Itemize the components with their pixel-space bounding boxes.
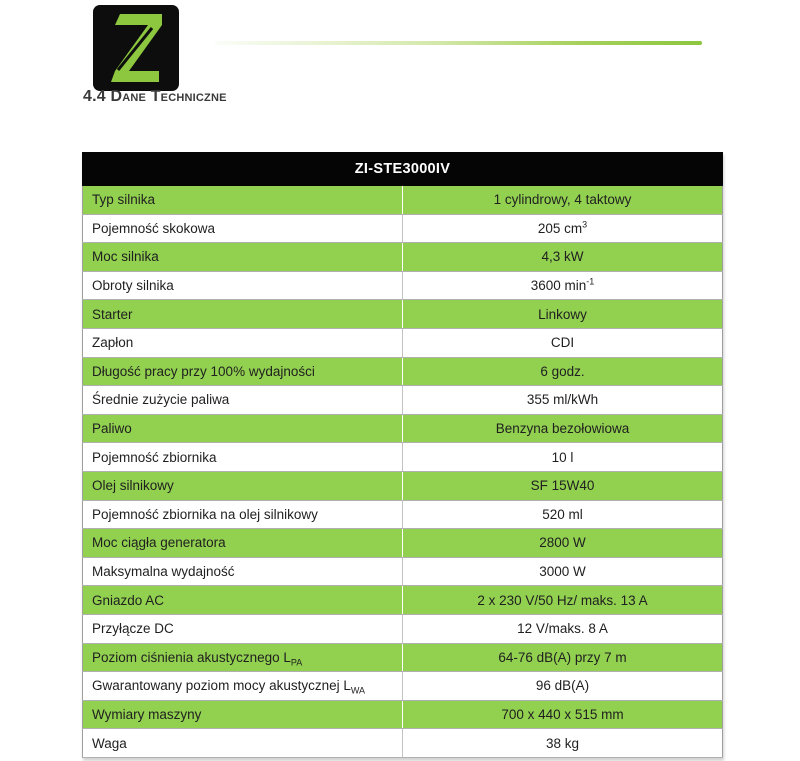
spec-value: 64-76 dB(A) przy 7 m bbox=[403, 643, 723, 672]
spec-value: SF 15W40 bbox=[403, 471, 723, 500]
spec-label: Poziom ciśnienia akustycznego $L_{PA}$ bbox=[83, 643, 403, 672]
table-row bbox=[83, 557, 723, 586]
spec-value: Benzyna bezołowiowa bbox=[403, 414, 723, 443]
spec-label: Pojemność zbiornika na olej silnikowy bbox=[83, 500, 403, 529]
table-row bbox=[83, 300, 723, 329]
spec-label: Średnie zużycie paliwa bbox=[83, 386, 403, 415]
table-row bbox=[83, 471, 723, 500]
table-row bbox=[83, 328, 723, 357]
spec-label: Obroty silnika bbox=[83, 271, 403, 300]
accent-divider-line bbox=[215, 41, 702, 45]
spec-label: Maksymalna wydajność bbox=[83, 557, 403, 586]
spec-value: 10 l bbox=[403, 443, 723, 472]
table-row bbox=[83, 357, 723, 386]
spec-label: Pojemność zbiornika bbox=[83, 443, 403, 472]
spec-label: Typ silnika bbox=[83, 186, 403, 215]
technical-data-table bbox=[82, 152, 723, 758]
table-row bbox=[83, 614, 723, 643]
label-subscript: WA bbox=[350, 686, 366, 697]
spec-value: CDI bbox=[403, 328, 723, 357]
spec-value: 2800 W bbox=[403, 529, 723, 558]
table-row bbox=[83, 586, 723, 615]
table-row bbox=[83, 672, 723, 701]
spec-value: 520 ml bbox=[403, 500, 723, 529]
table-row bbox=[83, 443, 723, 472]
table-row bbox=[83, 271, 723, 300]
model-title: ZI-STE3000IV bbox=[83, 153, 723, 186]
spec-value: 355 ml/kWh bbox=[403, 386, 723, 415]
table-row bbox=[83, 414, 723, 443]
spec-label: Przyłącze DC bbox=[83, 614, 403, 643]
spec-value: 6 godz. bbox=[403, 357, 723, 386]
spec-label: Zapłon bbox=[83, 328, 403, 357]
table-row bbox=[83, 700, 723, 729]
table-row bbox=[83, 729, 723, 758]
spec-label: Paliwo bbox=[83, 414, 403, 443]
value-superscript: 3 bbox=[582, 219, 588, 230]
table-row bbox=[83, 386, 723, 415]
spec-table-body bbox=[83, 186, 723, 758]
spec-value: 2 x 230 V/50 Hz/ maks. 13 A bbox=[403, 586, 723, 615]
table-row bbox=[83, 529, 723, 558]
spec-value: 4,3 kW bbox=[403, 243, 723, 272]
brand-logo bbox=[93, 5, 179, 91]
table-header-row bbox=[83, 153, 723, 186]
spec-label: Olej silnikowy bbox=[83, 471, 403, 500]
spec-label: Waga bbox=[83, 729, 403, 758]
spec-label: Długość pracy przy 100% wydajności bbox=[83, 357, 403, 386]
spec-value: 700 x 440 x 515 mm bbox=[403, 700, 723, 729]
table-row bbox=[83, 186, 723, 215]
spec-value: 96 dB(A) bbox=[403, 672, 723, 701]
spec-value: 12 V/maks. 8 A bbox=[403, 614, 723, 643]
label-subscript: PA bbox=[290, 657, 303, 668]
spec-label: Pojemność skokowa bbox=[83, 214, 403, 243]
spec-value: 3000 W bbox=[403, 557, 723, 586]
spec-value: 3600 $\min^{-1}$ bbox=[403, 271, 723, 300]
spec-value: 38 kg bbox=[403, 729, 723, 758]
spec-label: Starter bbox=[83, 300, 403, 329]
spec-label: Gniazdo AC bbox=[83, 586, 403, 615]
value-superscript: -1 bbox=[586, 276, 595, 287]
spec-label: Wymiary maszyny bbox=[83, 700, 403, 729]
spec-value: 1 cylindrowy, 4 taktowy bbox=[403, 186, 723, 215]
table-row bbox=[83, 214, 723, 243]
section-title: 4.4 Dane Techniczne bbox=[83, 88, 227, 105]
table-row bbox=[83, 243, 723, 272]
spec-label: Moc ciągła generatora bbox=[83, 529, 403, 558]
z-brand-icon bbox=[93, 5, 179, 91]
spec-value: 205 $cm^3$ bbox=[403, 214, 723, 243]
table-row bbox=[83, 500, 723, 529]
spec-label: Gwarantowany poziom mocy akustycznej $L_{WA}$ bbox=[83, 672, 403, 701]
table-row bbox=[83, 643, 723, 672]
spec-value: Linkowy bbox=[403, 300, 723, 329]
spec-label: Moc silnika bbox=[83, 243, 403, 272]
